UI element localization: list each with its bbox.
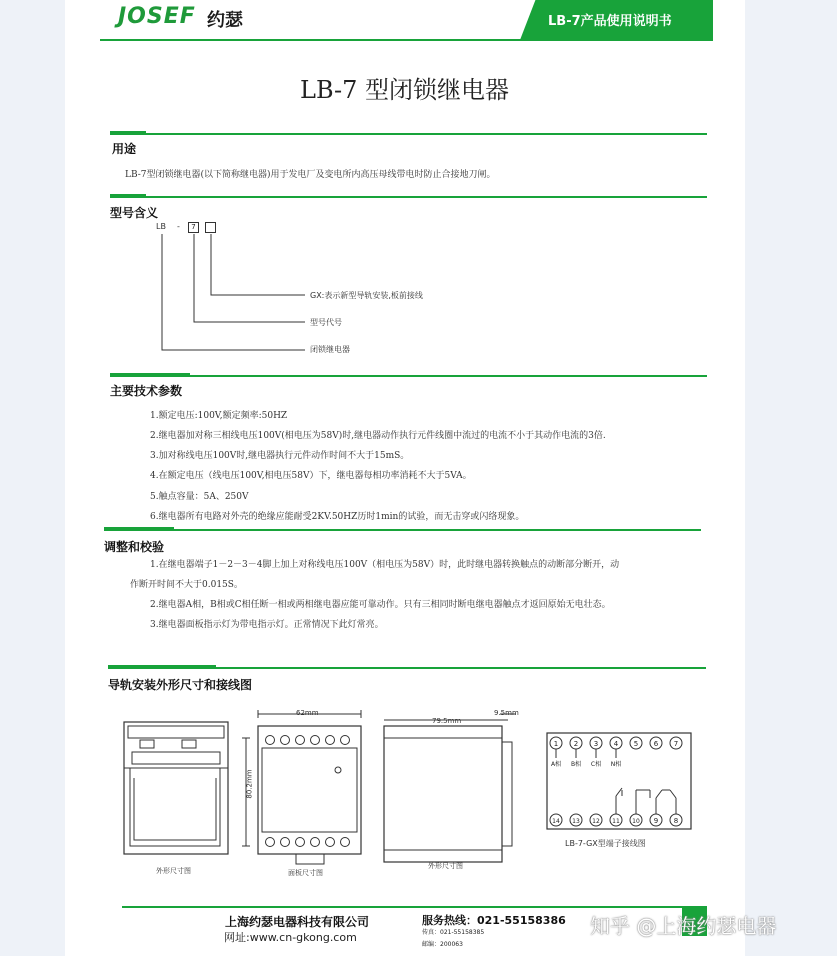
panel-drawing bbox=[236, 708, 366, 878]
spec-item: 4.在额定电压（线电压100V,相电压58V）下，继电器每相功率消耗不大于5VA。 bbox=[150, 471, 472, 481]
terminal-label: 14 bbox=[552, 818, 560, 825]
spec-item: 6.继电器所有电路对外壳的绝缘应能耐受2KV.50HZ历时1min的试验，而无击穿或闪络现象。 bbox=[150, 512, 525, 522]
dim-rail: 9.5mm bbox=[494, 709, 519, 717]
phase-label: N相 bbox=[610, 761, 622, 768]
section-divider bbox=[110, 375, 707, 377]
caption-wiring: LB-7-GX型端子接线图 bbox=[565, 839, 646, 848]
fax-number: 传真：021-55158385 bbox=[422, 929, 485, 936]
model-code-dash: - bbox=[177, 222, 180, 231]
section-divider bbox=[108, 667, 706, 669]
company-name: 上海约瑟电器科技有限公司 bbox=[225, 915, 370, 929]
section-title-model: 型号含义 bbox=[110, 206, 159, 220]
terminal-label: 10 bbox=[632, 818, 640, 825]
phase-label: C相 bbox=[590, 761, 602, 768]
adjust-item: 1.在继电器端子1－2－3－4脚上加上对称线电压100V（相电压为58V）时，此时继电器转换触点的动断部分断开，动 bbox=[150, 560, 620, 570]
section-divider bbox=[110, 133, 707, 135]
section-divider bbox=[110, 196, 707, 198]
section-title-adjust: 调整和校验 bbox=[104, 540, 165, 554]
terminal-label: 2 bbox=[573, 740, 579, 748]
spec-item: 2.继电器加对称三相线电压100V(相电压为58V)时,继电器动作执行元件线圈中流过的电流不小于其动作电流的3倍. bbox=[150, 431, 606, 441]
section-title-install: 导轨安装外形尺寸和接线图 bbox=[108, 678, 253, 692]
terminal-label: 6 bbox=[653, 740, 659, 748]
model-legend-gx: GX:表示新型导轨安装,板前接线 bbox=[310, 291, 423, 300]
terminal-label: 13 bbox=[572, 818, 580, 825]
adjust-item: 3.继电器面板指示灯为带电指示灯。正常情况下此灯常亮。 bbox=[150, 620, 384, 630]
section-divider bbox=[104, 529, 701, 531]
model-code-prefix: LB bbox=[156, 222, 166, 231]
terminal-label: 1 bbox=[553, 740, 559, 748]
terminal-label: 4 bbox=[613, 740, 619, 748]
usage-text: LB-7型闭锁继电器(以下简称继电器)用于发电厂及变电所内高压母线带电时防止合接地刀闸。 bbox=[125, 170, 496, 180]
page-title: LB-7 型闭锁继电器 bbox=[300, 76, 510, 104]
dim-depth: 79.5mm bbox=[432, 717, 462, 725]
phase-label: B相 bbox=[570, 761, 582, 768]
terminal-label: 9 bbox=[653, 817, 659, 825]
model-legend-code: 型号代号 bbox=[310, 318, 342, 327]
side-drawing bbox=[380, 710, 520, 865]
service-hotline: 服务热线：021-55158386 bbox=[422, 914, 566, 927]
section-title-specs: 主要技术参数 bbox=[110, 384, 183, 398]
section-title-usage: 用途 bbox=[112, 142, 137, 156]
postal-code: 邮编：200063 bbox=[422, 941, 463, 948]
header-divider bbox=[100, 39, 713, 41]
left-margin bbox=[0, 0, 65, 956]
spec-item: 1.额定电压:100V,额定频率:50HZ bbox=[150, 411, 288, 421]
model-legend-relay: 闭锁继电器 bbox=[310, 345, 350, 354]
terminal-label: 7 bbox=[673, 740, 679, 748]
spec-item: 3.加对称线电压100V时,继电器执行元件动作时间不大于15mS。 bbox=[150, 451, 410, 461]
terminal-label: 5 bbox=[633, 740, 639, 748]
terminal-label: 3 bbox=[593, 740, 599, 748]
model-legend-lines bbox=[150, 230, 310, 360]
caption-outline-1: 外形尺寸图 bbox=[156, 867, 191, 875]
caption-panel: 面板尺寸图 bbox=[288, 869, 323, 877]
caption-outline-2: 外形尺寸图 bbox=[428, 862, 463, 870]
dim-height: 80.2mm bbox=[245, 769, 254, 799]
josef-logo: JOSEF bbox=[118, 4, 196, 29]
adjust-item: 2.继电器A相，B相或C相任断一相或两相继电器应能可靠动作。只有三相同时断电继电器触点才返回原始无电壮态。 bbox=[150, 600, 611, 610]
footer-divider bbox=[122, 906, 707, 908]
manual-title: LB-7产品使用说明书 bbox=[548, 14, 672, 29]
phase-label: A相 bbox=[550, 761, 562, 768]
logo-chinese: 约瑟 bbox=[207, 10, 243, 31]
spec-item: 5.触点容量：5A、250V bbox=[150, 492, 249, 502]
wiring-drawing bbox=[546, 732, 694, 832]
adjust-item: 作断开时间不大于0.015S。 bbox=[130, 580, 243, 590]
terminal-label: 8 bbox=[673, 817, 679, 825]
right-margin bbox=[745, 0, 837, 956]
dim-width: 62mm bbox=[296, 709, 319, 717]
model-code-box-number: 7 bbox=[188, 222, 199, 233]
outline-drawing-left bbox=[120, 718, 235, 858]
website-link[interactable]: 网址:www.cn-gkong.com bbox=[224, 931, 357, 944]
zhihu-watermark: 知乎 @上海约瑟电器 bbox=[590, 914, 777, 938]
terminal-label: 12 bbox=[592, 818, 600, 825]
terminal-label: 11 bbox=[612, 818, 620, 825]
